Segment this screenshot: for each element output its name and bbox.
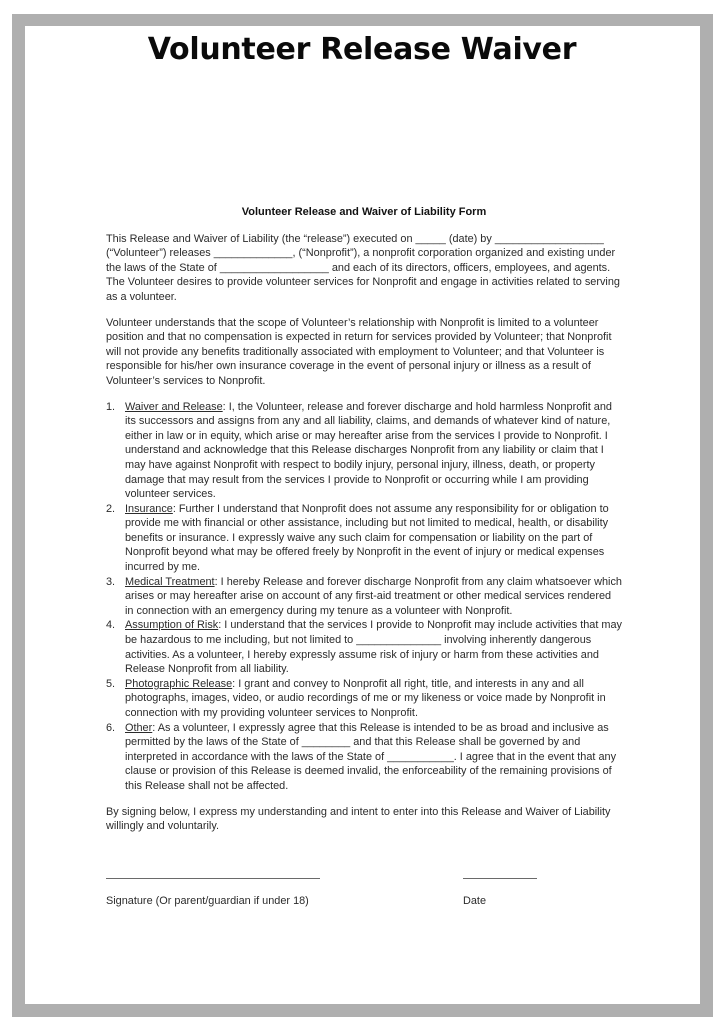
intro-paragraph: This Release and Waiver of Liability (the “release”) executed on _____ (date) by __________________ (“Volunteer”) releases _____________, (“Nonprofit”), a nonprofit corporation organized and existing under the laws of the State of __________________ and each of its directors, officers, employees, and agents. The Volunteer desires to provide volunteer services for Nonprofit and engage in activities related to serving as a volunteer. <box>106 232 620 303</box>
clause-number: 2. <box>106 502 116 515</box>
closing-paragraph: By signing below, I express my understanding and intent to enter into this Release and Waiver of Liability willingly and voluntarily. <box>106 805 611 833</box>
clause-number: 3. <box>106 575 116 588</box>
clause-number: 4. <box>106 619 116 632</box>
clause-item <box>106 575 622 619</box>
clause-item <box>106 502 622 575</box>
clause-heading: Photographic Release <box>125 677 233 690</box>
page-title: Volunteer Release Waiver <box>147 32 577 67</box>
clause-item <box>106 400 622 502</box>
clause-list <box>106 400 622 794</box>
signature-field[interactable] <box>106 878 320 879</box>
waiver-form <box>106 205 622 845</box>
clause-heading: Medical Treatment <box>125 575 215 588</box>
signature-block <box>106 878 546 918</box>
form-title: Volunteer Release and Waiver of Liability Form <box>241 206 487 218</box>
clause-item <box>106 677 622 721</box>
clause-text: : I, the Volunteer, release and forever discharge and hold harmless Nonprofit and its successors and assigns from any and all liability, claims, and demands of whatever kind of nature, either in law or in equity, which arise or may hereafter arise from the services I provide to Nonprofit. I understand and acknowledge that this Release discharges Nonprofit from any liability or claim that I may have against Nonprofit with respect to bodily injury, personal injury, illness, death, or property damage that may result from the services I provide to Nonprofit or occurring while I am providing volunteer services. <box>125 400 612 501</box>
clause-number: 5. <box>106 677 116 690</box>
clause-item <box>106 618 622 676</box>
date-field[interactable] <box>463 878 537 879</box>
clause-number: 6. <box>106 721 116 734</box>
clause-heading: Assumption of Risk <box>125 619 219 632</box>
clause-text: : I grant and convey to Nonprofit all right, title, and interests in any and all photographs, images, video, or audio recordings of me or my likeness or voice made by Nonprofit in connection with my providing volunteer services to Nonprofit. <box>125 677 606 719</box>
clause-text: : I hereby Release and forever discharge Nonprofit from any claim whatsoever which arises or may hereafter arise on account of any first-aid treatment or other medical services rendered in connection with an emergency during my tenure as a volunteer with Nonprofit. <box>125 575 622 617</box>
clause-number: 1. <box>106 400 116 413</box>
clause-text: : I understand that the services I provide to Nonprofit may include activities that may be hazardous to me including, but not limited to ______________ involving inherently dangerous activities. As a volunteer, I hereby expressly assume risk of injury or harm from these activities and Release Nonprofit from all liability. <box>125 619 622 676</box>
clause-item <box>106 721 622 794</box>
clause-heading: Other <box>125 721 153 734</box>
clause-text: : As a volunteer, I expressly agree that this Release is intended to be as broad and inclusive as permitted by the laws of the State of ________ and that this Release shall be governed by and interpreted in accordance with the laws of the State of ___________. I agree that in the event that any clause or provision of this Release is deemed invalid, the enforceability of the remaining provisions of this Release shall not be affected. <box>125 721 617 792</box>
signature-label: Signature (Or parent/guardian if under 18) <box>106 895 309 907</box>
clause-heading: Insurance <box>125 502 173 515</box>
clause-heading: Waiver and Release <box>125 400 223 413</box>
clause-text: : Further I understand that Nonprofit does not assume any responsibility for or obligation to provide me with financial or other assistance, including but not limited to medical, health, or disability benefits or insurance. I expressly waive any such claim for compensation or liability on the part of Nonprofit beyond what may be offered freely by Nonprofit in the event of injury or medical expenses incurred by me. <box>125 502 609 574</box>
date-label: Date <box>463 895 487 907</box>
scope-paragraph: Volunteer understands that the scope of Volunteer’s relationship with Nonprofit is limited to a volunteer position and that no compensation is expected in return for services provided by Volunteer; that Nonprofit will not provide any benefits traditionally associated with employment to Volunteer; and that Volunteer is responsible for his/her own insurance coverage in the event of personal injury or illness as a result of Volunteer’s services to Nonprofit. <box>106 316 612 387</box>
